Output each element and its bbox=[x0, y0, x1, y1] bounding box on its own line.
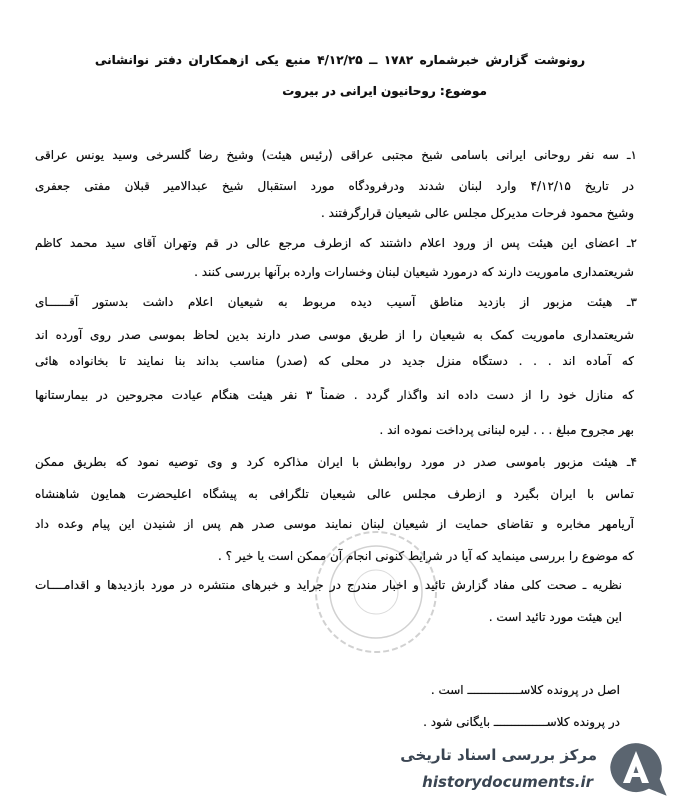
opinion-line: نظریه ـ صحت کلی مفاد گزارش تائید و اخبار مندرج در جراید و خبرهای منتشره در مورد بازدیدها و اقدامــــات bbox=[35, 578, 622, 592]
report-title: رونوشت گزارش خبرشماره ۱۷۸۲ ــ ۴/۱۲/۲۵ منبع یکی ازهمکاران دفتر نوانشانی bbox=[95, 53, 585, 67]
paragraph-3-line: شریعتمداری ماموریت کمک به شیعیان را از طریق موسی صدر دارند بدین لحاظ بموسی صدر روی آورده اند bbox=[35, 328, 634, 342]
paragraph-4-line: آریامهر مخابره و تقاضای حمایت از شیعیان لبنان نمایند موسی صدر هم پس از شنیدن این پیام وعده داد bbox=[35, 517, 634, 531]
paragraph-3-line: که منازل خود را از دست داده اند واگذار گردد . ضمناً ۳ نفر هیئت هنگام عیادت مجروحین در بیمارستانها bbox=[35, 388, 634, 402]
history-documents-logo-icon bbox=[603, 737, 673, 801]
watermark-org-name: مرکز بررسی اسناد تاریخی bbox=[400, 746, 597, 764]
paragraph-3-line: ۳ـ هیئت مزبور از بازدید مناطق آسیب دیده مربوط به شیعیان اعلام داشت بدستور آقــــــای bbox=[35, 295, 637, 309]
paragraph-4-line: تماس با ایران بگیرد و ازطرف مجلس عالی شیعیان تلگرافی به پیشگاه اعلیحضرت همایون شاهنشاه bbox=[35, 487, 634, 501]
paragraph-3-line: که آماده اند . . . دستگاه منزل جدید در محلی که (صدر) مناسب بداند بنا نمایند تا بخانواده هائی bbox=[35, 354, 634, 368]
report-subject: موضوع: روحانیون ایرانی در بیروت bbox=[282, 84, 487, 98]
opinion-line: این هیئت مورد تائید است . bbox=[488, 610, 622, 624]
watermark-website: historydocuments.ir bbox=[422, 773, 593, 791]
paragraph-1-line: ۱ـ سه نفر روحانی ایرانی باسامی شیخ مجتبی عراقی (رئیس هیئت) وشیخ رضا گلسرخی وسید یونس عراقی bbox=[35, 148, 637, 162]
filing-note-original: اصل در پرونده کلاســـــــــــــــ است . bbox=[430, 683, 620, 697]
paragraph-2-line: ۲ـ اعضای این هیئت پس از ورود اعلام داشتند که ازطرف مرجع عالی در قم وتهران آقای سید محمد کاظم bbox=[35, 236, 637, 250]
paragraph-1-line: در تاریخ ۴/۱۲/۱۵ وارد لبنان شدند ودرفرودگاه مورد استقبال شیخ عبدالامیر قبلان مفتی جعفری bbox=[35, 179, 634, 193]
paragraph-4-line: ۴ـ هیئت مزبور باموسی صدر در مورد روابطش با ایران مذاکره کرد و وی توصیه نمود که بطریق ممکن bbox=[35, 455, 637, 469]
paragraph-4-line: که موضوع را بررسی مینماید که آیا در شرایط کنونی انجام آن ممکن است یا خیر ؟ . bbox=[217, 549, 634, 563]
paragraph-1-line: وشیخ محمود فرحات مدیرکل مجلس عالی شیعیان قرارگرفتند . bbox=[321, 206, 634, 220]
filing-note-archive: در پرونده کلاســـــــــــــــ بایگانی شود . bbox=[423, 715, 620, 729]
paragraph-2-line: شریعتمداری ماموریت دارند که درمورد شیعیان لبنان وخسارات وارده برآنها بررسی کنند . bbox=[194, 265, 634, 279]
paragraph-3-line: بهر مجروح مبلغ . . . لیره لبنانی پرداخت نموده اند . bbox=[379, 423, 634, 437]
